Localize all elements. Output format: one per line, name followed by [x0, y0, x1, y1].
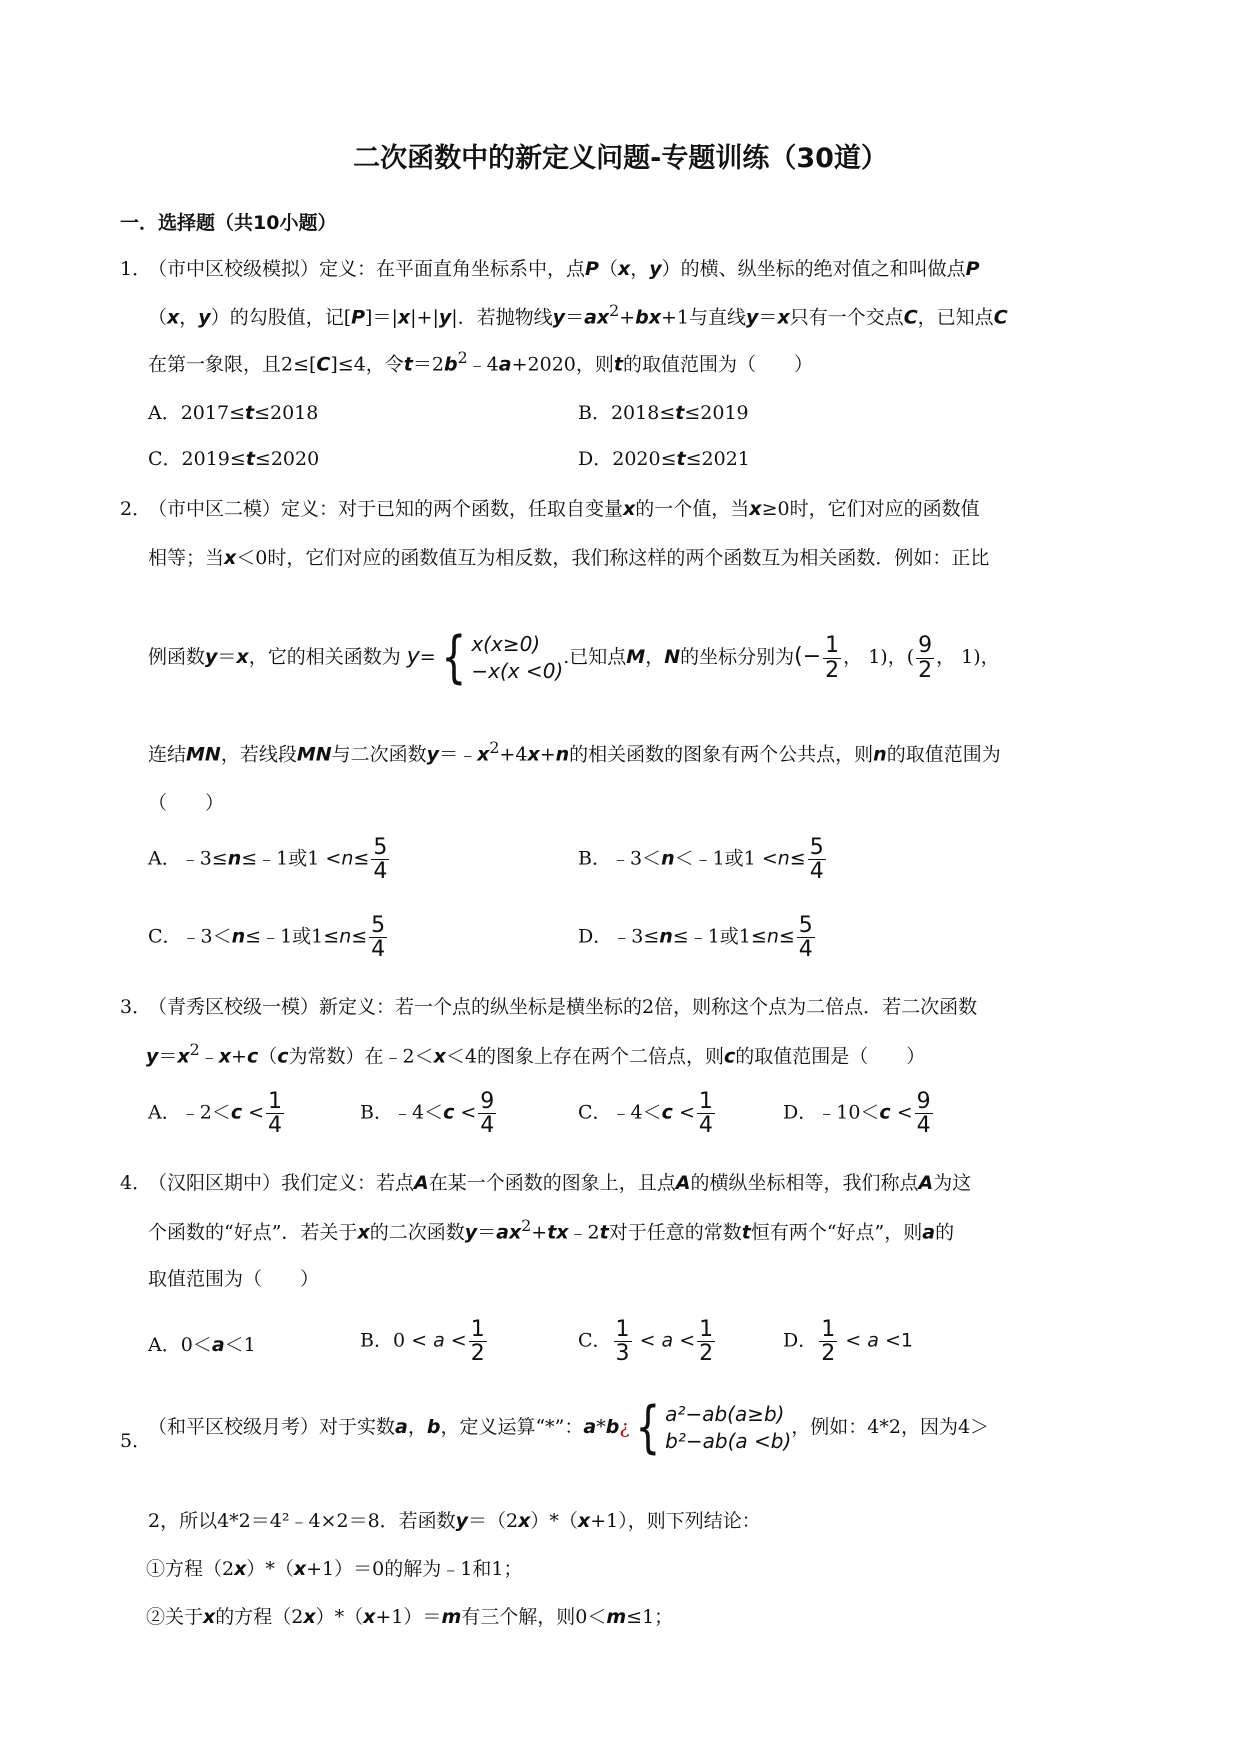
- question-line: （市中区校级模拟）定义：在平面直角坐标系中，点P（x，y）的横、纵坐标的绝对值之和叫做点P: [148, 258, 980, 280]
- question-line: （汉阳区期中）我们定义：若点A在某一个函数的图象上，且点A的横纵坐标相等，我们称点A为这: [148, 1172, 972, 1194]
- option-a[interactable]: A．﹣3≤n≤﹣1或1 <n≤ $\frac{5}{4}$: [148, 835, 388, 885]
- option-c[interactable]: C．﹣4＜c < $\frac{1}{4}$: [578, 1089, 713, 1139]
- option-b[interactable]: B．﹣4＜c < $\frac{9}{4}$: [360, 1089, 495, 1139]
- option-c[interactable]: C． $\frac{1}{3}$ < a < $\frac{1}{2}$: [578, 1317, 714, 1367]
- option-d[interactable]: D．﹣10＜c < $\frac{9}{4}$: [783, 1089, 931, 1139]
- option-a[interactable]: A．0＜a＜1: [148, 1334, 256, 1356]
- question-line: 例函数y＝x，它的相关函数为 y={ x(x≥0) −x(x <0) .已知点M，N的坐标分别为(− $\frac{1}{2}$ ， 1)，( $\frac{9}{2}$ ， 1)，: [148, 625, 1000, 690]
- question-line: （x，y）的勾股值，记[P]＝|x|+|y|．若抛物线$y=ax^2+bx+1$与直线y＝x只有一个交点C，已知点C: [148, 301, 1008, 329]
- question-number: 4．: [120, 1172, 152, 1194]
- question-line: ①方程（2x）*（x+1）＝0的解为﹣1和1；: [146, 1558, 523, 1580]
- option-c[interactable]: C．﹣3＜n≤﹣1或1≤n≤ $\frac{5}{4}$: [148, 913, 386, 963]
- question-line: （和平区校级月考）对于实数a，b，定义运算“*”：a*b¿{ a²−ab(a≥b) b²−ab(a <b) ，例如：4*2，因为4＞: [148, 1395, 990, 1460]
- page-title: 二次函数中的新定义问题-专题训练（30道）: [353, 143, 888, 174]
- option-b[interactable]: B．2018≤t≤2019: [578, 402, 749, 424]
- question-line: 2，所以4*2＝4²﹣4×2＝8．若函数y＝（2x）*（x+1），则下列结论：: [148, 1510, 761, 1532]
- option-a[interactable]: A．﹣2＜c < $\frac{1}{4}$: [148, 1089, 283, 1139]
- question-line: （青秀区校级一模）新定义：若一个点的纵坐标是横坐标的2倍，则称这个点为二倍点．若二次函数: [148, 996, 978, 1018]
- piecewise-operation: { a²−ab(a≥b) b²−ab(a <b): [634, 1395, 792, 1460]
- question-line: 连结MN，若线段MN与二次函数$y=﹣x^2+4x+n$的相关函数的图象有两个公共点，则n的取值范围为: [148, 738, 1001, 766]
- question-number: 5．: [120, 1430, 152, 1452]
- question-line: ②关于x的方程（2x）*（x+1）＝m有三个解，则0＜m≤1；: [146, 1606, 674, 1628]
- question-line: $y=x^2﹣x+c(c$为常数）在﹣2＜x＜4的图象上存在两个二倍点，则c的取值范围是（ ）: [146, 1040, 926, 1068]
- option-d[interactable]: D．﹣3≤n≤﹣1或1≤n≤ $\frac{5}{4}$: [578, 913, 813, 963]
- question-line: （ ）: [148, 792, 225, 814]
- question-number: 1．: [120, 258, 152, 280]
- question-line: 在第一象限，且2≤[C]≤4，令$t=2b^2﹣4a+2020$，则t的取值范围为（ ）: [148, 348, 813, 376]
- question-line: 相等；当x＜0时，它们对应的函数值互为相反数，我们称这样的两个函数互为相关函数．例如：正比: [148, 547, 990, 569]
- option-d[interactable]: D． $\frac{1}{2}$ < a <1: [783, 1317, 913, 1367]
- option-b[interactable]: B．﹣3＜n＜﹣1或1 <n≤ $\frac{5}{4}$: [578, 835, 824, 885]
- option-d[interactable]: D．2020≤t≤2021: [578, 448, 750, 470]
- question-line: 取值范围为（ ）: [148, 1268, 320, 1290]
- piecewise-function: { x(x≥0) −x(x <0): [441, 625, 564, 690]
- question-number: 2．: [120, 498, 152, 520]
- question-number: 3．: [120, 996, 152, 1018]
- question-line: （市中区二模）定义：对于已知的两个函数，任取自变量x的一个值，当x≥0时，它们对应的函数值: [148, 498, 980, 520]
- section-heading: 一．选择题（共10小题）: [120, 212, 337, 234]
- question-line: 个函数的“好点”．若关于x的二次函数$y=ax^2+tx﹣2t$对于任意的常数t恒有两个“好点”，则a的: [148, 1216, 955, 1244]
- option-a[interactable]: A．2017≤t≤2018: [148, 402, 319, 424]
- option-b[interactable]: B．0 < a < $\frac{1}{2}$: [360, 1317, 485, 1367]
- option-c[interactable]: C．2019≤t≤2020: [148, 448, 320, 470]
